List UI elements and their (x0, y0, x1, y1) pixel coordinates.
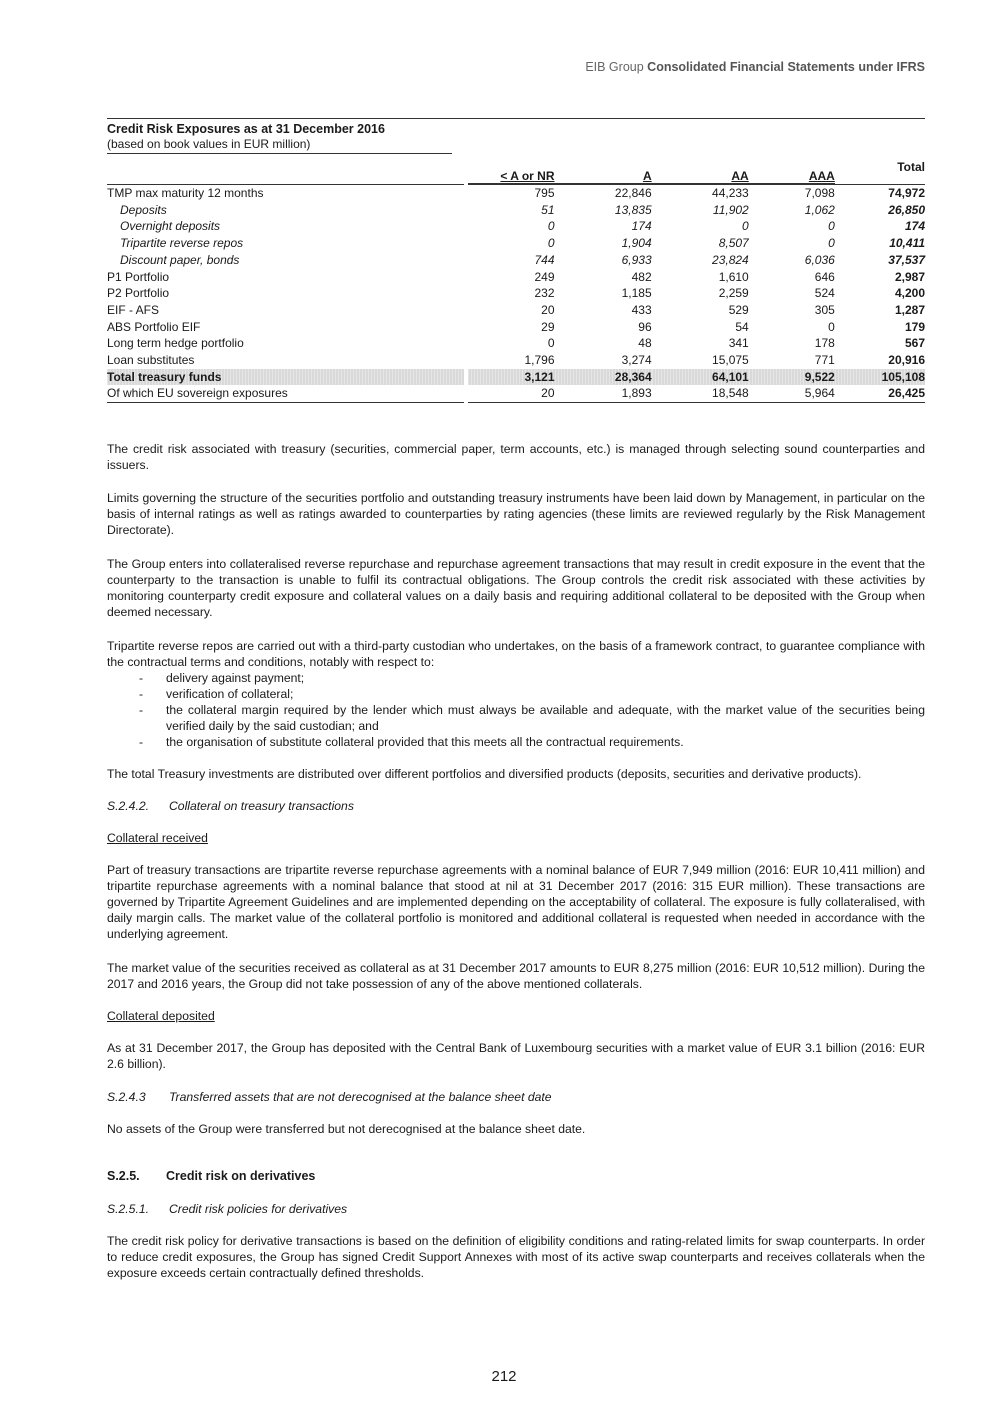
cell-value: 0 (828, 236, 835, 251)
col-header: AA (652, 169, 749, 184)
cell-value: 18,548 (652, 385, 749, 402)
cell-value: 1,904 (621, 236, 652, 251)
cell-value: 9,522 (749, 369, 835, 386)
cell-value: 529 (728, 302, 749, 317)
cell-value: 13,835 (614, 202, 652, 217)
subheading: Collateral received (107, 831, 208, 845)
paragraph: As at 31 December 2017, the Group has deposited with the Central Bank of Luxembourg securities with a market value of EUR 3.1 billion (2016: EUR 2.6 billion). (107, 1041, 925, 1071)
section-heading: S.2.4.2. Collateral on treasury transactions (107, 799, 354, 813)
cell-value: 0 (828, 319, 835, 334)
cell-value: 2,259 (718, 286, 749, 301)
cell-value: 0 (828, 219, 835, 234)
table-subtitle: (based on book values in EUR million) (107, 137, 452, 154)
table-row (107, 252, 925, 269)
table-row (107, 335, 925, 352)
table-row (107, 285, 925, 302)
cell-value: 23,824 (712, 252, 749, 267)
cell-value: 5,964 (749, 385, 835, 402)
cell-value: 6,933 (621, 252, 652, 267)
row-label: Long term hedge portfolio (107, 336, 244, 351)
row-label: Deposits (120, 202, 167, 217)
cell-value: 1,796 (524, 353, 555, 368)
row-label: EIF - AFS (107, 302, 160, 317)
cell-value: 1,287 (894, 302, 925, 317)
col-header: A (555, 169, 652, 184)
subheading: Collateral deposited (107, 1009, 215, 1023)
cell-value: 8,507 (718, 236, 749, 251)
paragraph: Limits governing the structure of the securities portfolio and outstanding treasury instruments have been laid down by Management, in particular on the basis of internal ratings as well as ratings awarded to counterparties by rating agencies (these limits are reviewed regularly by the Risk Management Directorate). (107, 491, 925, 537)
cell-value: 1,185 (621, 286, 652, 301)
table-row (107, 218, 925, 235)
cell-value: 20 (468, 385, 554, 402)
cell-value: 37,537 (888, 252, 925, 267)
section-heading: S.2.5.1. Credit risk policies for derivatives (107, 1202, 348, 1216)
row-label: P1 Portfolio (107, 269, 170, 284)
row-label: Overnight deposits (120, 219, 221, 234)
table-row (107, 235, 925, 252)
cell-value: 44,233 (652, 185, 749, 202)
list-item: - delivery against payment; (107, 670, 925, 686)
cell-value: 10,411 (889, 236, 925, 251)
cell-value: 178 (814, 336, 835, 351)
paragraph: The total Treasury investments are distributed over different portfolios and diversified products (deposits, securities and derivative products). (107, 767, 862, 781)
cell-value: 20,916 (888, 353, 925, 368)
cell-value: 1,610 (718, 269, 749, 284)
page-header (107, 60, 925, 74)
cell-value: 11,902 (712, 202, 749, 217)
table-row (107, 319, 925, 336)
cell-value: 179 (904, 319, 925, 334)
paragraph: Tripartite reverse repos are carried out with a third-party custodian who undertakes, on the basis of a framework contract, to guarantee compliance with the contractual terms and conditions, notably with respect to: - delivery against payment; - verification of collateral; - the collateral margin required by the lender which must always be available and adequate, with the market value of the securities being verified daily by the said custodian; and - the organisation of substitute collateral provided that this meets all the contractual requirements. (107, 638, 925, 750)
cell-value: 305 (814, 302, 835, 317)
cell-value: 646 (814, 269, 835, 284)
page-number: 212 (491, 1368, 517, 1385)
row-label: Total treasury funds (107, 369, 464, 386)
paragraph: No assets of the Group were transferred but not derecognised at the balance sheet date. (107, 1122, 586, 1136)
table-row (107, 202, 925, 219)
cell-value: 64,101 (652, 369, 749, 386)
table-body (107, 160, 925, 403)
cell-value: 96 (638, 319, 652, 334)
cell-value: 341 (728, 336, 749, 351)
table-row (107, 352, 925, 369)
cell-value: 20 (541, 302, 555, 317)
list-item: - the organisation of substitute collateral provided that this meets all the contractual requirements. (107, 734, 925, 750)
list-item: - the collateral margin required by the lender which must always be available and adequate, with the market value of the securities being verified daily by the said custodian; and (107, 702, 925, 734)
col-header: < A or NR (468, 169, 554, 184)
bullet-list (107, 670, 925, 750)
table-header-row (107, 160, 925, 185)
section-heading: S.2.5. Credit risk on derivatives (107, 1169, 316, 1183)
table-row (107, 385, 925, 402)
cell-value: 0 (547, 336, 555, 351)
list-item: - verification of collateral; (107, 686, 925, 702)
row-label: Loan substitutes (107, 353, 195, 368)
cell-value: 567 (904, 336, 925, 351)
row-label: ABS Portfolio EIF (107, 319, 201, 334)
cell-value: 1,062 (804, 202, 835, 217)
cell-value: 22,846 (555, 185, 652, 202)
table-title: Credit Risk Exposures as at 31 December 2016 (107, 122, 385, 136)
table-row (107, 185, 925, 202)
cell-value: 7,098 (749, 185, 835, 202)
cell-value: 3,121 (468, 369, 554, 386)
cell-value: 0 (547, 219, 555, 234)
cell-value: 15,075 (712, 353, 749, 368)
cell-value: 48 (638, 336, 652, 351)
paragraph: The market value of the securities received as collateral as at 31 December 2017 amounts to EUR 8,275 million (2016: EUR 10,512 million). During the 2017 and 2016 years, the Group did not take possession of any of the above mentioned collaterals. (107, 961, 925, 991)
cell-value: 249 (534, 269, 555, 284)
cell-value: 524 (814, 286, 835, 301)
row-label: Discount paper, bonds (120, 252, 240, 267)
table-row (107, 302, 925, 319)
cell-value: 174 (904, 219, 925, 234)
table-caption (107, 118, 925, 154)
cell-value: 482 (631, 269, 652, 284)
paragraph: The Group enters into collateralised reverse repurchase and repurchase agreement transactions that may result in credit exposure in the event that the counterparty to the transaction is unable to fulfil its contractual obligations. The Group controls the credit risk associated with these activities by monitoring counterparty credit exposure and collateral values on a daily basis and requiring additional collateral to be deposited with the Group when deemed necessary. (107, 557, 925, 619)
cell-value: 28,364 (555, 369, 652, 386)
cell-value: 174 (631, 219, 652, 234)
col-header: Total (897, 160, 925, 174)
paragraph: Part of treasury transactions are tripartite reverse repurchase agreements with a nominal balance of EUR 7,949 million (2016: EUR 10,411 million) and tripartite repurchase agreements with a nominal balance that stood at nil at 31 December 2017 (2016: 315 EUR million). These transactions are governed by Tripartite Agreement Guidelines and are implemented depending on the acceptability of collateral. The exposure is fully collateralised, with daily margin calls. The market value of the collateral portfolio is monitored and additional collateral is requested when needed in accordance with the underlying agreement. (107, 863, 925, 941)
cell-value: 232 (534, 286, 555, 301)
table-row (107, 369, 925, 386)
cell-value: 3,274 (621, 353, 652, 368)
cell-value: 1,893 (555, 385, 652, 402)
cell-value: 4,200 (894, 286, 925, 301)
cell-value: 74,972 (835, 185, 925, 202)
paragraph: The credit risk policy for derivative transactions is based on the definition of eligibility conditions and rating-related limits for swap counterparts. In order to reduce credit exposures, the Group has signed Credit Support Annexes with most of its active swap counterparts and receives collaterals when the exposure exceeds certain contractually defined thresholds. (107, 1234, 925, 1280)
cell-value: 26,850 (888, 202, 925, 217)
row-label: Tripartite reverse repos (120, 236, 244, 251)
cell-value: 26,425 (835, 385, 925, 402)
cell-value: 744 (534, 252, 555, 267)
header-prefix: EIB Group (585, 60, 644, 74)
cell-value: 433 (631, 302, 652, 317)
cell-value: 2,987 (894, 269, 925, 284)
row-label: P2 Portfolio (107, 286, 170, 301)
cell-value: 0 (742, 219, 749, 234)
cell-value: 0 (547, 236, 555, 251)
row-label: TMP max maturity 12 months (107, 185, 464, 202)
cell-value: 105,108 (835, 369, 925, 386)
cell-value: 795 (468, 185, 554, 202)
cell-value: 6,036 (804, 252, 835, 267)
table-row (107, 269, 925, 286)
cell-value: 29 (541, 319, 555, 334)
cell-value: 54 (735, 319, 749, 334)
col-header: AAA (749, 169, 835, 184)
header-title: Consolidated Financial Statements under IFRS (647, 60, 925, 74)
cell-value: 51 (541, 202, 555, 217)
row-label: Of which EU sovereign exposures (107, 385, 464, 402)
credit-risk-table (107, 118, 925, 401)
section-heading: S.2.4.3 Transferred assets that are not derecognised at the balance sheet date (107, 1090, 552, 1104)
cell-value: 771 (814, 353, 835, 368)
paragraph: The credit risk associated with treasury (securities, commercial paper, term accounts, etc.) is managed through selecting sound counterparties and issuers. (107, 442, 925, 472)
